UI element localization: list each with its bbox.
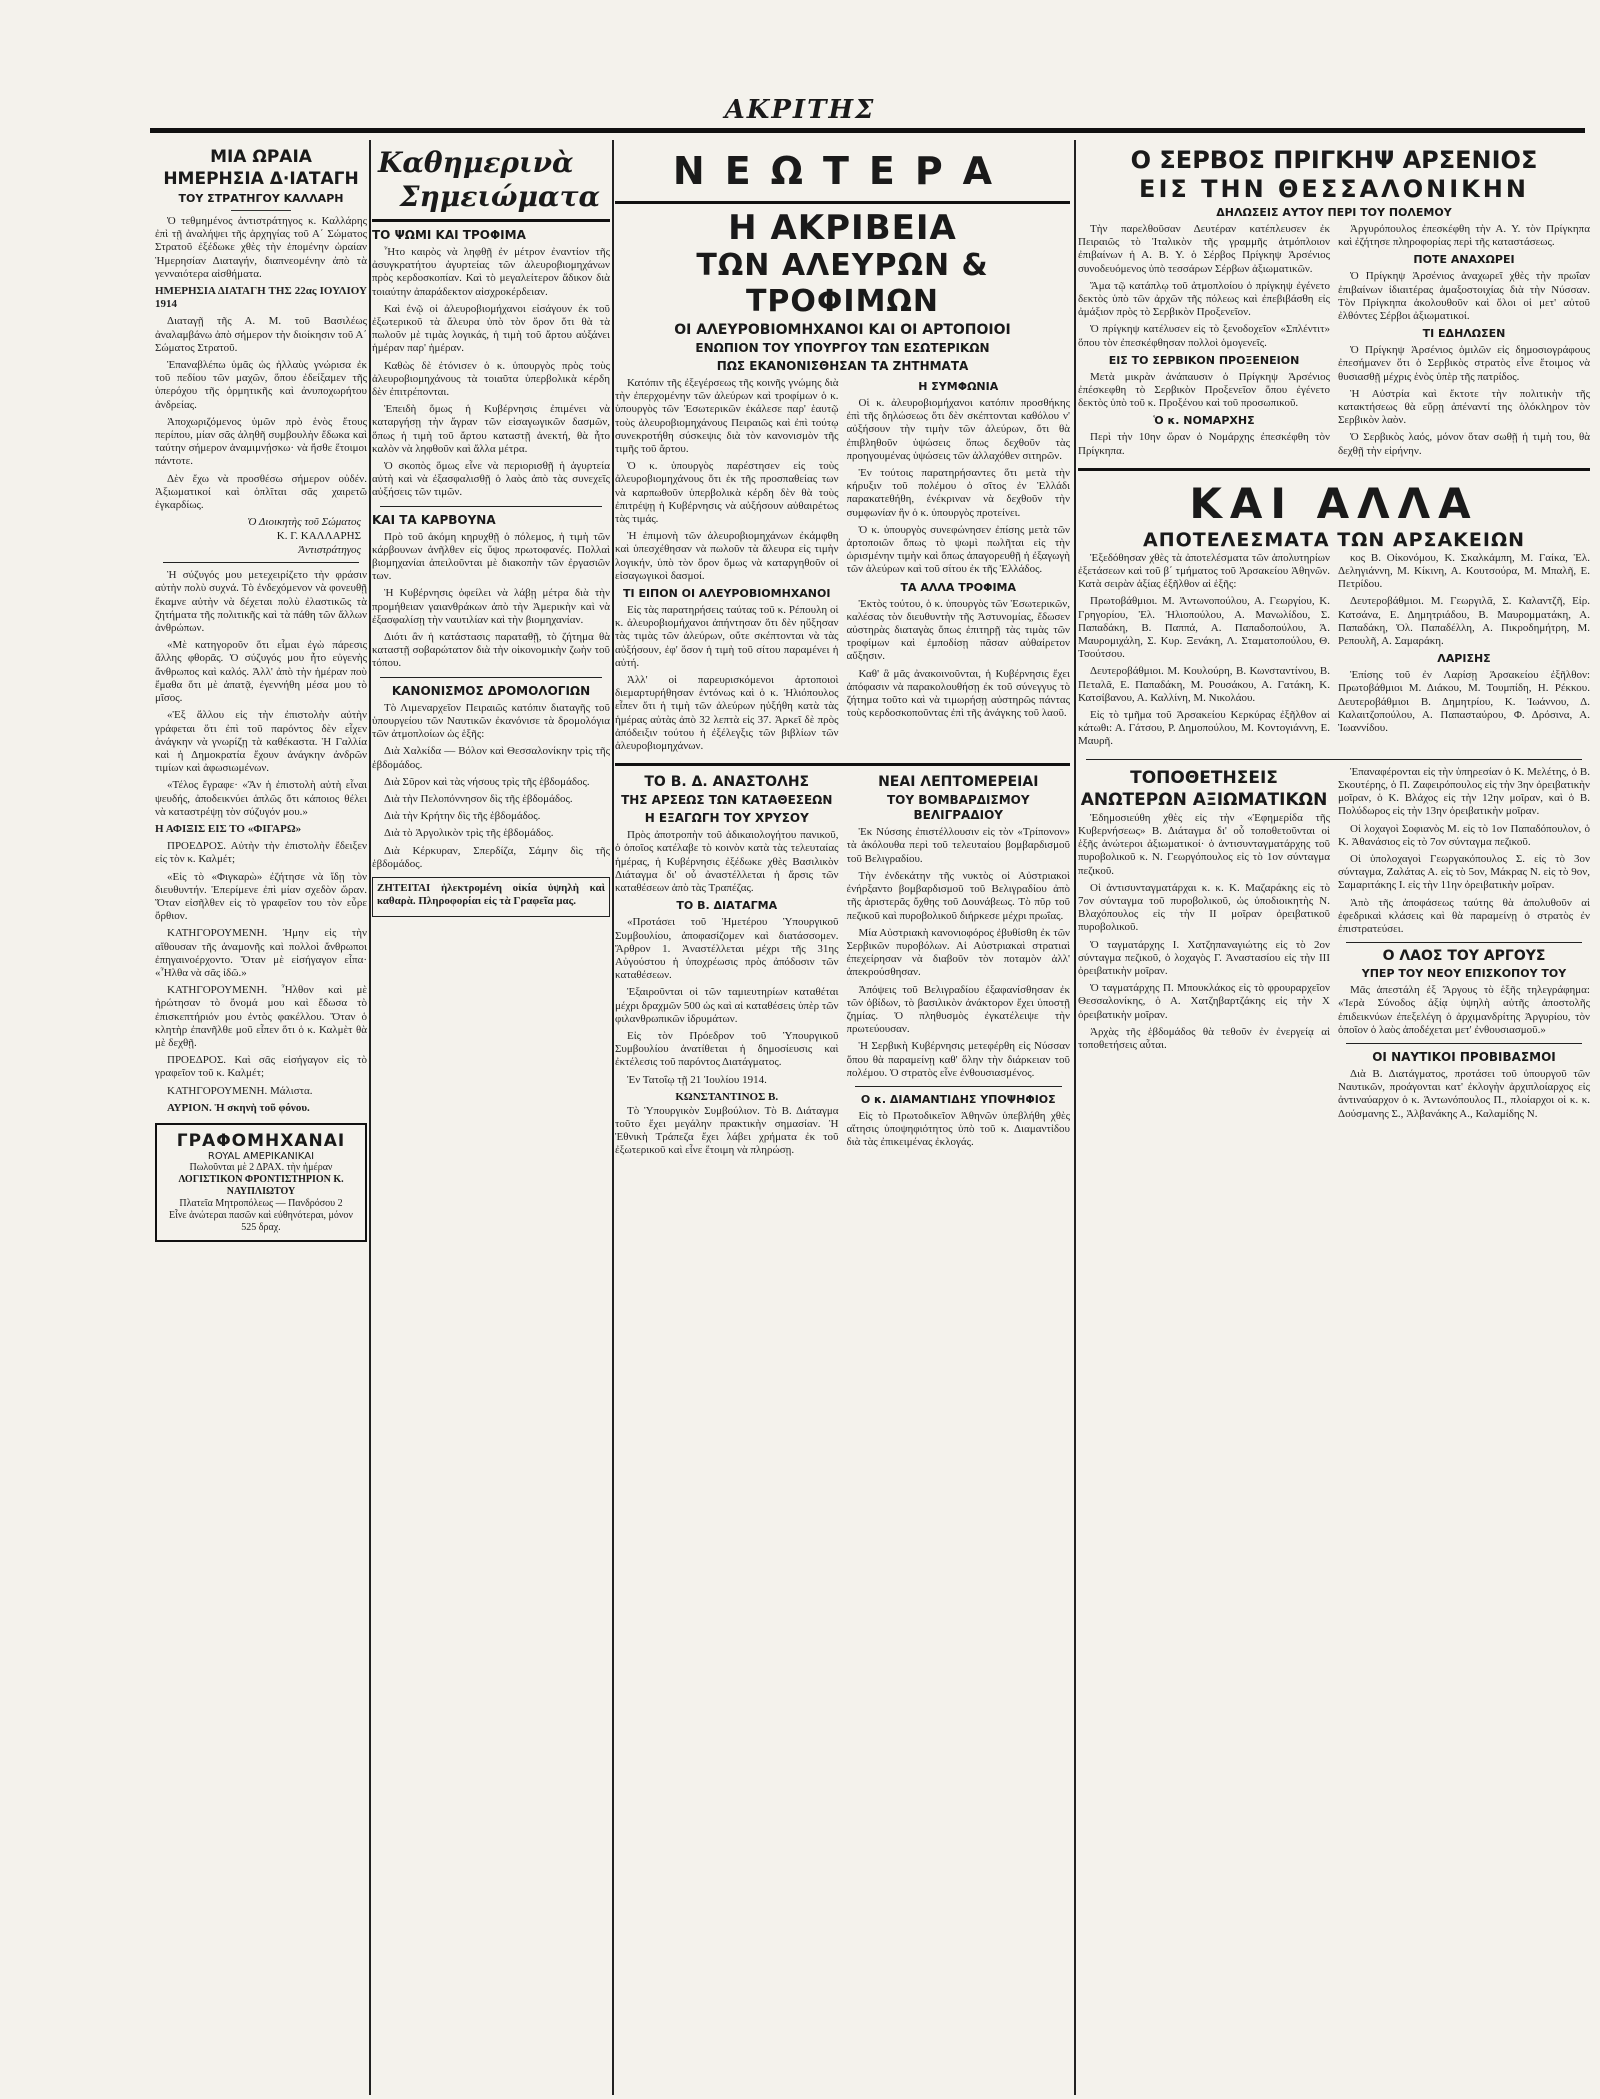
paragraph: Διὰ Χαλκίδα — Βόλον καὶ Θεσσαλονίκην τρὶς τῆς ἑβδομάδος. [372, 745, 610, 771]
paragraph: ΚΑΤΗΓΟΡΟΥΜΕΝΗ. Ἦλθον καὶ μὲ ἠρώτησαν τὸ ὄνομά μου καὶ ἔδωσα τὸ ἐπισκεπτήριόν μου ἐντὸς φακέλλου. Ὅταν ὁ κλητὴρ ἐπανῆλθε μοῦ εἶπεν ὅτι ὁ κ. Καλμὲτ θὰ μὲ δεχθῇ. [155, 984, 367, 1049]
headline: ΑΝΩΤΕΡΩΝ ΑΞΙΩΜΑΤΙΚΩΝ [1080, 789, 1328, 810]
signature: Κ. Γ. ΚΑΛΛΑΡΗΣ [276, 530, 361, 543]
main-headline: Η ΑΚΡΙΒΕΙΑ [728, 208, 957, 248]
paragraph: Ἀποχωριζόμενος ὑμῶν πρὸ ἑνὸς ἔτους περίπου, μίαν σᾶς ἀληθῆ συμβουλὴν ἔδωκα καὶ ταύτην σήμερον ἀναμιμνῄσκω· νὰ ἤσθε ἕτοιμοι πάντοτε. [155, 415, 367, 468]
paragraph: Ἡ σύζυγός μου μετεχειρίζετο τὴν φράσιν αὐτὴν πολὺ συχνά. Τὸ ἐνδεχόμενον νὰ φονευθῇ ἔκαμνε αὐτὴν νὰ δέχεται πολὺ ἐλαστικῶς τὰ ζητήματα τῆς πολιτικῆς καὶ τὰ πάθη τῶν ἄλλων ἀνθρώπων. [155, 569, 367, 635]
paragraph: Ἐδημοσιεύθη χθὲς εἰς τὴν «Ἐφημερίδα τῆς Κυβερνήσεως» Β. Διάταγμα δι' οὗ τοποθετοῦνται οἱ ἑξῆς ἀνώτεροι ἀξιωματικοί· ὁ ἀντισυνταγματάρχης τοῦ πυροβολικοῦ κ. Ν. Γεωργόπουλος εἰς τὸ 1ον σύνταγμα πεζικοῦ. [1078, 811, 1330, 877]
divider [372, 219, 610, 222]
classified-ad [372, 877, 610, 917]
subheadline: ΕΝΩΠΙΟΝ ΤΟΥ ΥΠΟΥΡΓΟΥ ΤΩΝ ΕΣΩΤΕΡΙΚΩΝ [695, 341, 990, 355]
paragraph: Ὁ πρίγκηψ κατέλυσεν εἰς τὸ ξενοδοχεῖον «Σπλέντιτ» ὅπου τὸν ἐπεσκέφθησαν πολλοὶ ὁμογενεῖς. [1078, 323, 1330, 349]
paragraph: Ὁ ταγματάρχης Π. Μπουκλάκος εἰς τὸ φρουραρχεῖον Θεσσαλονίκης, ὁ Α. Χατζηβαρτζάκης εἰς τὴν Χ ὀρειβατικὴν μοῖραν. [1078, 982, 1330, 1021]
paragraph: Οἱ ἀντισυνταγματάρχαι κ. κ. Κ. Μαζαράκης εἰς τὸ 7ον σύνταγμα τοῦ πυροβολικοῦ, ὡς ὑποδιοικητὴς Ν. Βλαχόπουλος εἰς τὴν ΙΙ μοῖραν ὀρειβατικοῦ πυροβολικοῦ. [1078, 881, 1330, 934]
arsakeion-left [1078, 552, 1330, 753]
section-heading: ΠΟΤΕ ΑΝΑΧΩΡΕΙ [1413, 253, 1515, 267]
headline: ΕΙΣ ΤΗΝ ΘΕΣΣΑΛΟΝΙΚΗΝ [1139, 175, 1529, 203]
subheadline: ΚΑΝΟΝΙΣΜΟΣ ΔΡΟΜΟΛΟΓΙΩΝ [391, 683, 591, 698]
section-title: ΚΑΙ ΑΛΛΑ [1189, 478, 1479, 528]
section-heading: Η ΣΥΜΦΩΝΙΑ [918, 380, 999, 393]
paragraph: ΚΑΤΗΓΟΡΟΥΜΕΝΗ. Μάλιστα. [167, 1084, 313, 1097]
subheadline: ΤΟΥ ΣΤΡΑΤΗΓΟΥ ΚΑΛΛΑΡΗ [178, 192, 344, 205]
section-heading: ΛΑΡΙΣΗΣ [1437, 652, 1491, 666]
paragraph: Μᾶς ἀπεστάλη ἐξ Ἄργους τὸ ἑξῆς τηλεγράφημα: «Ἱερὰ Σύνοδος ἀξίᾳ ὑψηλὴ αὐτῆς ἀποστολῆς ἐπιδεικνύων ἐπεξελέγη ὁ ἀρχιμανδρίτης Ἀργυρίου, τὸν ὁποῖον ὁ λαὸς ἀποδέχεται μετ' ἐνθουσιασμοῦ.» [1338, 984, 1590, 1036]
paragraph: Πρὸς ἀποτροπὴν τοῦ ἀδικαιολογήτου πανικοῦ, ὁ ὁποῖος κατέλαβε τὸ κοινὸν κατὰ τὰς τελευταίας ἡμέρας, ἡ Κυβέρνησις ἐξέδωκε χθὲς Βασιλικὸν Διάταγμα δι' οὗ ἀναστέλλεται ἡ ἄρσις τῶν καταθέσεων ἀπὸ τὰς Τραπέζας. [615, 829, 839, 895]
paragraph: Τὸ Λιμεναρχεῖον Πειραιῶς κατόπιν διαταγῆς τοῦ ὑπουργείου τῶν Ναυτικῶν ἐκανόνισε τὰ δρομολόγια τῶν ἀτμοπλοίων ὡς ἑξῆς: [372, 701, 610, 741]
section-heading: ΤΑ ΑΛΛΑ ΤΡΟΦΙΜΑ [900, 580, 1017, 594]
subheadline: ΚΑΙ ΤΑ ΚΑΡΒΟΥΝΑ [372, 512, 496, 527]
paragraph: Δευτεροβάθμιοι. Μ. Κουλούρη, Β. Κωνσταντίνου, Β. Πεταλᾶ, Ε. Παπαδάκη, Μ. Ρουσάκου, Α. Γατάκη, Κ. Κατσίβανου, Α. Καλλίνη, Μ. Νικολάου. [1078, 665, 1330, 704]
headline: ΤΗΣ ΑΡΣΕΩΣ ΤΩΝ ΚΑΤΑΘΕΣΕΩΝ [621, 793, 833, 808]
divider [231, 210, 291, 211]
paragraph: Ὁ ταγματάρχης Ι. Χατζηπαναγιώτης εἰς τὸ 2ον σύνταγμα πεζικοῦ, ὁ λοχαγὸς Γ. Ἀναστασίου εἰς τὴν ΙΙΙ ὀρειβατικὴν μοῖραν. [1078, 938, 1330, 977]
paragraph: Ὁ Πρίγκηψ Ἀρσένιος ἀναχωρεῖ χθὲς τὴν πρωΐαν ἐπιβαίνων ἰδιαιτέρας ἁμαξοστοιχίας διὰ τὴν Νύσσαν. Τὸν Πρίγκηπα ἀκολουθοῦν καὶ ὅλοι οἱ μετ' αὐτοῦ ἐλθόντες Σέρβοι ἀξιωματικοί. [1338, 270, 1590, 323]
masthead [0, 95, 1600, 125]
paragraph: Ὁ Πρίγκηψ Ἀρσένιος ὁμιλῶν εἰς δημοσιογράφους ἐπεσήμανεν ὅτι ὁ Σερβικὸς στρατὸς εἶνε ἕτοιμος νὰ θυσιασθῇ μέχρις ἑνὸς ὑπὲρ τῆς πατρίδος. [1338, 344, 1590, 383]
postings-article [1078, 766, 1590, 1125]
section-heading: ΤΙ ΕΔΗΛΩΣΕΝ [1422, 327, 1506, 341]
masthead-rule [150, 128, 1585, 133]
paragraph: Καθ' ἃ μᾶς ἀνακοινοῦνται, ἡ Κυβέρνησις ἔχει ἀπόφασιν νὰ παρακολουθήσῃ ἐκ τοῦ σύνεγγυς τὸ ζήτημα τοῦτο καὶ νὰ τιμωρήσῃ αὐστηρῶς πάντας τοὺς κερδοσκοποῦντας ἐπὶ τῆς ἀνάγκης τοῦ λαοῦ. [846, 667, 1070, 720]
paragraph: Διὰ Σῦρον καὶ τὰς νήσους τρὶς τῆς ἑβδομάδος. [384, 775, 590, 788]
paragraph: Ἡ Σερβικὴ Κυβέρνησις μετεφέρθη εἰς Νύσσαν ὅπου θὰ παραμείνῃ καθ' ὅλην τὴν διάρκειαν τοῦ πολέμου. Ὁ στρατὸς εἶνε ἐνθουσιασμένος. [846, 1040, 1070, 1079]
column-4 [1078, 145, 1590, 2095]
divider [1086, 759, 1582, 760]
divider [855, 1086, 1063, 1087]
ad-line: Πωλοῦνται μὲ 2 ΔΡΑΧ. τὴν ἡμέραν [189, 1161, 333, 1173]
postings-right [1338, 766, 1590, 1125]
paragraph: Διαταγῇ τῆς Α. Μ. τοῦ Βασιλέως ἀναλαμβάνω ἀπὸ σήμερον τὴν διοίκησιν τοῦ Α΄ Σώματος Στρατοῦ. [155, 315, 367, 354]
paragraph: Ἀπὸ τῆς ἀποφάσεως ταύτης θὰ ἀπολυθοῦν αἱ ἐφεδρικαὶ κλάσεις καὶ θὰ παραμείνῃ ὁ στρατὸς ἐν ἐπιστρατεύσει. [1338, 896, 1590, 935]
paragraph: Εἰς τὸν Πρόεδρον τοῦ Ὑπουργικοῦ Συμβουλίου ἀνατίθεται ἡ δημοσίευσις καὶ ἐκτέλεσις τοῦ παρόντος Διατάγματος. [615, 1029, 839, 1069]
paragraph: Ἐπαναφέρονται εἰς τὴν ὑπηρεσίαν ὁ Κ. Μελέτης, ὁ Β. Σκουτέρης, ὁ Π. Ζαφειρόπουλος εἰς τὴν 3ην ὀρειβατικὴν μοῖραν, ὁ Κ. Βλάχος εἰς τὴν 12ην μοῖραν, καὶ ὁ Β. Πολύδωρος εἰς τὴν 13ην ὀρειβατικὴν μοῖραν. [1338, 765, 1590, 818]
paragraph: Ἀρχὰς τῆς ἑβδομάδος θὰ τεθοῦν ἐν ἐνεργείᾳ αἱ τοποθετήσεις αὗται. [1078, 1025, 1330, 1051]
subheadline: ΔΗΛΩΣΕΙΣ ΑΥΤΟΥ ΠΕΡΙ ΤΟΥ ΠΟΛΕΜΟΥ [1216, 206, 1452, 219]
paragraph: ΠΡΟΕΔΡΟΣ. Αὐτὴν τὴν ἐπιστολὴν ἔδειξεν εἰς τὸν κ. Καλμέτ; [155, 840, 367, 866]
paragraph: Τὴν παρελθοῦσαν Δευτέραν κατέπλευσεν ἐκ Πειραιῶς τὸ Ἰταλικὸν τῆς γραμμῆς ἀτμόπλοιον ἐπιβαίνων ἡ Α. Β. Υ. ὁ Σέρβος Πρίγκηψ Ἀρσένιος συνοδευόμενος ὑπὸ τεσσάρων Σέρβων ἀξιωματικῶν. [1078, 223, 1330, 275]
section-title: Καθημερινὰ [378, 146, 574, 179]
paragraph: Ἐπειδὴ ὅμως ἡ Κυβέρνησις ἐπιμένει νὰ καταργήσῃ τὴν ἄγραν τῶν εἰσαγωγικῶν δασμῶν, ὅπως ἡ τιμὴ τοῦ ἄρτου καταστῇ ἀνεκτή, θὰ ἦτο καλὸν νὰ ληφθοῦν καὶ ἄλλα μέτρα. [372, 403, 610, 455]
section-heading: Η ΑΦΙΞΙΣ ΕΙΣ ΤΟ «ΦΙΓΑΡΩ» [155, 822, 302, 835]
paragraph: «Εἰς τὸ «Φιγκαρὼ» ἐζήτησε νὰ ἴδῃ τὸν διευθυντήν. Ἐπερίμενε ἐπὶ μίαν σχεδὸν ὥραν. Ὅταν εἰσῆλθεν εἰς τὸ γραφεῖον του τὸν εὗρε ὄρθιον. [155, 870, 367, 923]
column-divider [612, 140, 614, 2095]
ad-line: Πλατεῖα Μητροπόλεως — Πανδρόσου 2 [179, 1197, 343, 1209]
paragraph: Διὰ Κέρκυραν, Σπερδίζα, Σάμην δὶς τῆς ἑβδομάδος. [372, 844, 610, 870]
paragraph: Ἦτο καιρὸς νὰ ληφθῇ ἐν μέτρον ἐναντίον τῆς ἀσυγκρατήτου ἀγυρτείας τῶν ἀλευροβιομηχάνων πρὸς κερδοσκοπίαν. Καὶ τὸ μεγαλείτερον ἄδικον διὰ τοιαύτην ἀπαράδεκτον αἰσχροκέρδειαν. [372, 246, 610, 298]
headline: ΝΕΑΙ ΛΕΠΤΟΜΕΡΕΙΑΙ [878, 774, 1039, 791]
paragraph: Τὸ Ὑπουργικὸν Συμβούλιον. Τὸ Β. Διάταγμα τοῦτο ἔχει μεγάλην πρακτικὴν σημασίαν. Ἡ Ἐθνικὴ Τράπεζα ἔχει λάβει χρήματα ἐκ τοῦ ἐξωτερικοῦ καὶ εἶνε ἕτοιμη νὰ πληρώσῃ. [615, 1104, 839, 1157]
paragraph: Ἐν τούτοις παρατηρήσαντες ὅτι μετὰ τὴν κήρυξιν τοῦ πολέμου ὁ σῖτος ἐν Ἑλλάδι παρακατεθήθη, ἐνέκριναν νὰ δεχθοῦν τὴν συμφωνίαν ἣν ὁ κ. ὑπουργὸς προτείνει. [846, 467, 1070, 519]
headline: ΤΟΠΟΘΕΤΗΣΕΙΣ [1130, 767, 1278, 788]
column-1 [155, 145, 367, 2095]
paragraph: Ἀργυρόπουλος ἐπεσκέφθη τὴν Α. Υ. τὸν Πρίγκηπα καὶ ἐζήτησε πληροφορίας περὶ τῆς καταστάσεως. [1338, 223, 1590, 249]
paragraph: Οἱ ὑπολοχαγοὶ Γεωργακόπουλος Σ. εἰς τὸ 3ον σύνταγμα, Ζαλάτας Α. εἰς τὸ 5ον, Μάκρας Ν. εἰς τὸ 9ον, Σαμαριτάκης Ι. εἰς τὴν 11ην ὀρειβατικὴν μοῖραν. [1338, 852, 1590, 892]
headline: ΗΜΕΡΗΣΙΑ Δ·ΙΑΤΑΓΗ [163, 169, 359, 189]
paragraph: Ὁ κ. ὑπουργὸς συνεφώνησεν ἐπίσης μετὰ τῶν ἀρτοποιῶν ὅπως τὸ ψωμὶ πωλῆται εἰς τὴν ὡρισμένην τιμὴν καὶ ὅπως ἀπαγορευθῇ ἡ ἐξαγωγὴ τῶν ἀλεύρων καὶ τοῦ σίτου ἐκ τῆς Ἑλλάδος. [846, 523, 1070, 576]
paragraph: Καὶ ἐνῷ οἱ ἀλευροβιομήχανοι εἰσάγουν ἐκ τοῦ ἐξωτερικοῦ τὰ ἄλευρα ὑπὸ τὸν ὅρον ὅτι θὰ τὰ πωλοῦν μὲ τιμὰς λογικάς, ἡ τιμὴ τοῦ ἄρτου αὐξάνει ἡμέραν παρ' ἡμέραν. [372, 302, 610, 355]
arsakeion-right [1338, 552, 1590, 753]
paragraph: Διὰ τὴν Πελοπόννησον δὶς τῆς ἑβδομάδος. [384, 792, 573, 805]
ad-line: ΛΟΓΙΣΤΙΚΟΝ ΦΡΟΝΤΙΣΤΗΡΙΟΝ Κ. ΝΑΥΠΛΙΩΤΟΥ [178, 1173, 344, 1197]
paragraph: Διὰ Β. Διατάγματος, προτάσει τοῦ ὑπουργοῦ τῶν Ναυτικῶν, προάγονται κατ' ἐκλογὴν ἀρχιπλοίαρχος εἰς ἀντιναύαρχον ὁ κ. Ἀντωνόπουλος Π., πλοίαρχοι οἱ κ. κ. Δούσμανης Σ., Ἀλβανάκης Α., Καλαμίδης Ν. [1338, 1067, 1590, 1120]
masthead-title: ΑΚΡΙΤΗΣ [724, 95, 876, 125]
paragraph: Καθὼς δὲ ἐτόνισεν ὁ κ. ὑπουργὸς πρὸς τοὺς ἀλευροβιομηχάνους τὰ τοιαῦτα ὑπερβολικὰ κέρδη δὲν ἐπιτρέπονται. [372, 359, 610, 399]
signature: Ὁ Διοικητὴς τοῦ Σώματος [247, 516, 361, 529]
paragraph: Διὰ τὴν Κρήτην δὶς τῆς ἑβδομάδος. [384, 810, 541, 823]
paragraph: Ἐξαιροῦνται οἱ τῶν ταμιευτηρίων καταθέται μέχρι δραχμῶν 500 ὡς καὶ αἱ καταθέσεις ὑπὲρ τῶν φιλανθρωπικῶν ἱδρυμάτων. [615, 986, 839, 1025]
paragraph: ΠΡΟΕΔΡΟΣ. Καὶ σᾶς εἰσήγαγον εἰς τὸ γραφεῖον τοῦ κ. Καλμέτ; [155, 1054, 367, 1080]
paragraph: Ἐπίσης τοῦ ἐν Λαρίσῃ Ἀρσακείου ἐξῆλθον: Πρωτοβάθμιοι Μ. Διάκου, Μ. Τουμπίδη, Η. Ρέκκου. Δευτεροβάθμιοι Β. Δημητρίου, Κ. Ἰωάννου, Δ. Καλαιτζοπούλου, Α. Παπασταύρου, Φ. Δρόσινα, Α. Ἰωαννίδου. [1338, 669, 1590, 735]
paragraph: Ἡ Κυβέρνησις ὀφείλει νὰ λάβῃ μέτρα διὰ τὴν προμήθειαν γαιανθράκων ἀπὸ τὴν Ἀμερικὴν καὶ νὰ ἐξασφαλίσῃ τὴν ναυτιλίαν καὶ τὴν βιομηχανίαν. [372, 587, 610, 626]
paragraph: «Τέλος ἔγραφε· «Ἂν ἡ ἐπιστολὴ αὐτὴ εἶναι ψευδής, ἀποδεικνύει ἁπλῶς ὅτι κάποιος θέλει νὰ καταστρέψῃ τὸν σύζυγόν μου.» [155, 779, 367, 818]
divider [163, 562, 359, 563]
prince-right [1338, 223, 1590, 462]
paragraph: Δευτεροβάθμιοι. Μ. Γεωργιλᾶ, Σ. Καλαντζῆ, Εἰρ. Κατσάνα, Ε. Δημητριάδου, Β. Μαυρομματάκη, Α. Παπαδάκη, Ὀλ. Παπαδέλλη, Α. Πικροδημήτρη, Μ. Ρεπουλῆ, Α. Σαμαράκη. [1338, 595, 1590, 648]
ad-subtitle: ROYAL ΑΜΕΡΙΚΑΝΙΚΑΙ [207, 1150, 315, 1162]
ad-title: ΓΡΑΦΟΜΗΧΑΝΑΙ [176, 1130, 346, 1151]
article-decree [615, 772, 839, 1161]
ad-text: ΖΗΤΕΙΤΑΙ ἠλεκτρομένη οἰκία ὑψηλὴ καὶ καθαρὰ. Πληροφορίαι εἰς τὰ Γραφεῖα μας. [377, 881, 605, 908]
section-heading: ΤΙ ΕΙΠΟΝ ΟΙ ΑΛΕΥΡΟΒΙΟΜΗΧΑΝΟΙ [623, 587, 831, 601]
ad-line: Εἶνε ἀνώτεραι πασῶν καὶ εὐθηνότεραι, μόνον 525 δραχ. [169, 1209, 353, 1233]
subheadline: Η ΕΞΑΓΩΓΗ ΤΟΥ ΧΡΥΣΟΥ [644, 811, 809, 826]
signature: Ἀντιστράτηγος [298, 544, 361, 557]
subheadline: ΟΙ ΑΛΕΥΡΟΒΙΟΜΗΧΑΝΟΙ ΚΑΙ ΟΙ ΑΡΤΟΠΟΙΟΙ [674, 322, 1011, 338]
paragraph: Περὶ τὴν 10ην ὥραν ὁ Νομάρχης ἐπεσκέφθη τὸν Πρίγκηπα. [1078, 431, 1330, 457]
paragraph: Εἰς τὸ Πρωτοδικεῖον Ἀθηνῶν ὑπεβλήθη χθὲς αἴτησις ὑποψηφιότητος ὑπὸ τοῦ κ. Διαμαντίδου διὰ τὰς ἐπικειμένας ἐκλογάς. [846, 1109, 1070, 1149]
paragraph: Διὰ τὸ Ἀργολικὸν τρὶς τῆς ἑβδομάδος. [384, 827, 554, 840]
headline: ΟΙ ΝΑΥΤΙΚΟΙ ΠΡΟΒΙΒΑΣΜΟΙ [1372, 1049, 1556, 1064]
divider [615, 763, 1070, 766]
divider [1346, 942, 1582, 943]
paragraph: Ἀλλ' οἱ παρευρισκόμενοι ἀρτοποιοὶ διεμαρτυρήθησαν ἐντόνως καὶ ὁ κ. Ἠλιόπουλος εἶπεν ὅτι ἡ τιμὴ τῶν ἀλεύρων ηὐξήθη κατὰ τὰς ἡμέρας αὐτὰς ἀπὸ 32 λεπτὰ εἰς 37. Ἀρκεῖ δὲ πρὸς ἀπόδειξιν τούτου ἡ ἐξέλεγξις τῶν βιβλίων τῶν ἀλευροβιομηχάνων. [615, 674, 839, 753]
subheadline: ΥΠΕΡ ΤΟΥ ΝΕΟΥ ΕΠΙΣΚΟΠΟΥ ΤΟΥ [1361, 967, 1567, 981]
paragraph: Τὴν ἐνδεκάτην τῆς νυκτὸς οἱ Αὐστριακοὶ ἐνήρξαντο βομβαρδισμοῦ τοῦ Βελιγραδίου ἀπὸ τῆς ἀριστερᾶς ὄχθης τοῦ Δουνάβεως. Τὸ πῦρ τοῦ πεζικοῦ καὶ πυροβολικοῦ διήρκεσε μέχρι πρωΐας. [846, 869, 1070, 922]
arsakeion-article [1078, 552, 1590, 753]
advertisement [155, 1123, 367, 1242]
section-heading: ΕΙΣ ΤΟ ΣΕΡΒΙΚΟΝ ΠΡΟΞΕΝΕΙΟΝ [1108, 353, 1300, 367]
article-columns [615, 377, 1070, 757]
prince-left [1078, 223, 1330, 462]
paragraph: Μία Αὐστριακὴ κανονιοφόρος ἐβυθίσθη ἐκ τῶν Σερβικῶν πυροβόλων. Αἱ Αὐστριακαὶ στρατιαὶ ἐπεχείρησαν νὰ διαβοῦν τὸν ποταμὸν ἀλλ' ἀπεκρούσθησαν. [846, 926, 1070, 979]
article-belgrade [847, 772, 1071, 1161]
headline: ΤΟΥ ΒΟΜΒΑΡΔΙΣΜΟΥ ΒΕΛΙΓΡΑΔΙΟΥ [886, 793, 1030, 823]
divider [380, 677, 602, 678]
paragraph: ΚΑΤΗΓΟΡΟΥΜΕΝΗ. Ἠμην εἰς τὴν αἴθουσαν τῆς ἀναμονῆς καὶ πολλοὶ ἄνθρωποι ἐπηγαινοέρχοντο. Ὅταν μὲ εἰσήγαγον εἶπα· «Ἦλθα νὰ σᾶς ἰδῶ.» [155, 927, 367, 979]
order-heading: ΗΜΕΡΗΣΙΑ ΔΙΑΤΑΓΗ ΤΗΣ 22ας ΙΟΥΛΙΟΥ 1914 [155, 285, 367, 311]
column-3 [615, 145, 1070, 2095]
paragraph: Οἱ λοχαγοὶ Σοφιανὸς Μ. εἰς τὸ 1ον Παπαδόπουλον, ὁ Κ. Ἀθανάσιος εἰς τὸ 7ον σύνταγμα πεζικοῦ. [1338, 822, 1590, 848]
section-heading: Ὁ κ. ΝΟΜΑΡΧΗΣ [1153, 414, 1255, 428]
paragraph: Κατόπιν τῆς ἐξεγέρσεως τῆς κοινῆς γνώμης διὰ τὴν ἐπερχομένην τῶν ἀλεύρων καὶ τροφίμων ὁ κ. ὑπουργὸς τῶν Ἐσωτερικῶν ἐκάλεσε παρ' ἑαυτῷ τοὺς ἀλευροβιομηχάνους Πειραιῶς καὶ ἐπὶ τούτῳ συνεκροτήθη σύσκεψις διὰ τὸν κανονισμὸν τῆς τιμῆς τοῦ ἄρτου. [615, 377, 839, 456]
section-heading: ΤΟ Β. ΔΙΑΤΑΓΜΑ [676, 899, 778, 913]
paragraph: Διότι ἂν ἡ κατάστασις παραταθῇ, τὸ ζήτημα θὰ καταστῇ σοβαρώτατον διὰ τὴν οἰκονομικὴν ζωὴν τοῦ τόπου. [372, 631, 610, 670]
section-kicker: ΝΕΩΤΕΡΑ [615, 145, 1070, 204]
paragraph: Πρὸ τοῦ ἀκόμη κηρυχθῇ ὁ πόλεμος, ἡ τιμὴ τῶν κάρβουνων ἀνῆλθεν εἰς ὕψος πρωτοφανές. Πολλαὶ βιομηχανίαι ἀπειλοῦνται μὲ διακοπὴν τῶν ἐργασιῶν των. [372, 530, 610, 583]
paragraph: Ἀπόψεις τοῦ Βελιγραδίου ἐξαφανίσθησαν ἐκ τῶν ὀβίδων, τὸ βασιλικὸν ἀνάκτορον ἔχει ὑποστῇ ζημίας. Ὁ πληθυσμὸς ἐγκατέλειψε τὴν πρωτεύουσαν. [846, 983, 1070, 1036]
paragraph: Πρωτοβάθμιοι. Μ. Ἀντωνοπούλου, Α. Γεωργίου, Κ. Γρηγορίου, Ἐλ. Ἠλιοπούλου, Α. Μανωλίδου, Σ. Παπαδάκη, Β. Παππά, Α. Παπαδοπούλου, Ἀ. Μαυρομιχάλη, Σ. Κυρ. Ξενάκη, Λ. Σταματοπούλου, Θ. Τσούτσου. [1078, 595, 1330, 661]
paragraph: Ἅμα τῷ κατάπλῳ τοῦ ἀτμοπλοίου ὁ πρίγκηψ ἐγένετο δεκτὸς ὑπὸ τῶν ἀρχῶν τῆς πόλεως καὶ ἐπεβιβάσθη εἰς ἀμάξιον πρὸς τὸ Σερβικὸν Προξενεῖον. [1078, 279, 1330, 319]
paragraph: ΑΥΡΙΟΝ. Ἡ σκηνὴ τοῦ φόνου. [167, 1101, 310, 1114]
paragraph: κος Β. Οἰκονόμου, Κ. Σκαλκάμπη, Μ. Γαίκα, Ἑλ. Δεληγιάννη, Μ. Κίκινη, Α. Κουτσούρα, Μ. Μπαλῆ, Ε. Πετρίδου. [1338, 551, 1590, 591]
subheadline: ΠΩΣ ΕΚΑΝΟΝΙΣΘΗΣΑΝ ΤΑ ΖΗΤΗΜΑΤΑ [716, 359, 969, 373]
paragraph: Οἱ κ. ἀλευροβιομήχανοι κατόπιν προσθήκης ἐπὶ τῆς δηλώσεως ὅτι δὲν σκέπτονται καθόλου ν' αὐξήσουν τὴν τιμὴν τῶν ἀλεύρων, ὅτι θὰ ἐπιβληθοῦν ὑψώσεις ὅπως δεχθοῦν τὰς προηγουμένας ὑψώσεις τῶν ἀλλαχόθεν σιτηρῶν. [846, 397, 1070, 462]
headline: ΤΟ Β. Δ. ΑΝΑΣΤΟΛΗΣ [644, 774, 810, 791]
headline: Ο ΛΑΟΣ ΤΟΥ ΑΡΓΟΥΣ [1382, 948, 1546, 965]
lower-articles [615, 772, 1070, 1161]
subheadline: ΤΟ ΨΩΜΙ ΚΑΙ ΤΡΟΦΙΜΑ [372, 228, 526, 242]
paragraph: Ὁ κ. ὑπουργὸς παρέστησεν εἰς τοὺς ἀλευροβιομηχάνους ὅτι ἐκ τῆς προσπαθείας των νὰ καρπωθοῦν ὑπερβολικὰ κέρδη δὲν θὰ τοὺς ἐπιτρέψῃ ἡ Κυβέρνησις νὰ αὐξήσουν αὐθαιρέτως τὰς τιμάς. [615, 460, 839, 526]
section-title: Σημειώματα [399, 180, 600, 213]
paragraph: Ὁ Σερβικὸς λαός, μόνον ὅταν σωθῇ ἡ τιμὴ του, θὰ δεχθῇ τὴν εἰρήνην. [1338, 431, 1590, 457]
postings-left [1078, 766, 1330, 1125]
article-right [847, 377, 1071, 757]
paragraph: Μετὰ μικρὰν ἀνάπαυσιν ὁ Πρίγκηψ Ἀρσένιος ἐπέσκεφθη τὸ Σερβικὸν Προξενεῖον ὅπου ἐγένετο δεκτὸς ὑπὸ τοῦ κ. Προξένου καὶ τοῦ προσωπικοῦ. [1078, 370, 1330, 410]
paragraph: Ἡ ἐπιμονὴ τῶν ἀλευροβιομηχάνων ἐκάμφθη καὶ ὑπεσχέθησαν νὰ πωλοῦν τὰ ἄλευρα εἰς τιμὴν λογικήν, ὑπὸ τὸν ὅρον ὅμως νὰ καταργηθοῦν οἱ εἰσαγωγικοὶ δασμοί. [615, 530, 839, 582]
prince-article [1078, 223, 1590, 462]
divider [1078, 468, 1590, 471]
paragraph: Ἐπαναβλέπω ὑμᾶς ὡς ἠλλαὺς γνώρισα ἐκ τοῦ πεδίου τῶν μαχῶν, ὅπου ἐδείξαμεν τῆς ὑπερόχου τῆς ὁρμητικῆς καὶ ἀνυποχωρήτου ἀνδρείας. [155, 359, 367, 411]
column-divider [1074, 140, 1076, 2095]
paragraph: Εἰς τὸ τμῆμα τοῦ Ἀρσακείου Κερκύρας ἐξῆλθον αἱ κάτωθι: Α. Γάτσου, Ρ. Δημοπούλου, Μ. Κοντογιάννη, Ε. Μαυρῆ. [1078, 709, 1330, 748]
paragraph: «Ἐξ ἄλλου εἰς τὴν ἐπιστολὴν αὐτὴν γράφεται ὅτι ἐπὶ τοῦ παρόντος δὲν εἶχεν ἀνάγκην νὰ γνωρίζῃ τὰ καθέκαστα. Ἡ Γαλλία καὶ ἡ Δημοκρατία ἔχουν ἀνάγκην ἀνδρῶν τιμίων καὶ ἀφωσιωμένων. [155, 709, 367, 775]
headline: ΑΠΟΤΕΛΕΣΜΑΤΑ ΤΩΝ ΑΡΣΑΚΕΙΩΝ [1142, 528, 1526, 551]
column-2 [372, 145, 610, 2095]
paragraph: Δὲν ἔχω νὰ προσθέσω σήμερον οὐδέν. Ἀξιωματικοί καὶ ὁπλῖται σᾶς χαιρετῶ ἐγκαρδίως. [155, 472, 367, 512]
paragraph: Ἡ Αὐστρία καὶ ἔκτοτε τὴν πολιτικὴν τῆς κατακτήσεως θὰ εὕρῃ ἀπέναντί της ὁλόκληρον τὸν Σερβικὸν λαὸν. [1338, 387, 1590, 427]
paragraph: Ἐν Τατοΐῳ τῇ 21 Ἰουλίου 1914. [627, 1073, 767, 1086]
headline: ΜΙΑ ΩΡΑΙΑ [210, 147, 312, 167]
headline: Ο κ. ΔΙΑΜΑΝΤΙΔΗΣ ΥΠΟΨΗΦΙΟΣ [860, 1092, 1056, 1106]
paragraph: «Προτάσει τοῦ Ἡμετέρου Ὑπουργικοῦ Συμβουλίου, ἀποφασίζομεν καὶ διατάσσομεν. Ἄρθρον 1. Ἀναστέλλεται μέχρι τῆς 31ης Αὐγούστου ἡ ὑποχρέωσις πρὸς ἀπόδοσιν τῶν καταθέσεων. [615, 916, 839, 982]
signature: ΚΩΝΣΤΑΝΤΙΝΟΣ Β. [675, 1090, 779, 1103]
headline: Ο ΣΕΡΒΟΣ ΠΡΙΓΚΗΨ ΑΡΣΕΝΙΟΣ [1130, 146, 1538, 174]
paragraph: Ὁ τεθμημένος ἀντιστράτηγος κ. Καλλάρης ἐπὶ τῇ ἀναλήψει τῆς ἀρχηγίας τοῦ Α΄ Σώματος Στρατοῦ ἐξέδωκε χθὲς τὴν ἑπομένην ὡραίαν Ἡμερησίαν Διαταγήν, διαπνεομένην ἀπὸ τὰ γενναιότερα αἰσθήματα. [155, 215, 367, 280]
paragraph: Ἐκ Νύσσης ἐπιστέλλουσιν εἰς τὸν «Τρίπονον» τὰ ἀκόλουθα περὶ τοῦ τελευταίου βομβαρδισμοῦ τοῦ Βελιγραδίου. [846, 826, 1070, 865]
article-left [615, 377, 839, 757]
divider [380, 506, 602, 507]
paragraph: «Μὲ κατηγοροῦν ὅτι εἶμαι ἐγὼ πάρεσις ἄλλης φθορᾶς. Ὁ σύζυγός μου ἦτο εὐγενὴς ἄνθρωπος καὶ καλός. Ἀλλ' ἀπὸ τὴν ἡμέραν ποὺ ἔμαθα ὅτι μὲ ἀπατᾷ, ἐγεννήθη μέσα μου τὸ μῖσος. [155, 639, 367, 705]
paragraph: Ἐκτὸς τούτου, ὁ κ. ὑπουργὸς τῶν Ἐσωτερικῶν, καλέσας τὸν διευθυντὴν τῆς Ἀστυνομίας, ἔδωσεν αὐστηρὰς διαταγὰς ὅπως ἐπιτηρῇ τὰς τιμὰς τῶν τροφίμων καὶ ἐμποδίσῃ πᾶσαν αὐθαίρετον αὔξησιν. [846, 597, 1070, 663]
paragraph: Εἰς τὰς παρατηρήσεις ταύτας τοῦ κ. Ρέπουλη οἱ κ. ἀλευροβιομήχανοι ἀπήντησαν ὅτι δὲν ηὔξησαν τὰς τιμὰς τῶν ἀλεύρων, οὔτε σκέπτονται νὰ τὰς αὐξήσουν, ἐφ' ὅσον ἡ τιμὴ τοῦ σίτου παραμένει ἡ αὐτή. [615, 604, 839, 669]
main-headline: ΤΩΝ ΑΛΕΥΡΩΝ & ΤΡΟΦΙΜΩΝ [696, 248, 989, 319]
divider [1346, 1043, 1582, 1044]
paragraph: Ὁ σκοπὸς ὅμως εἶνε νὰ περιορισθῇ ἡ ἀγυρτεία αὐτὴ καὶ νὰ ἐξασφαλισθῇ ὁ λαὸς ἀπὸ τὰς συνεχεῖς αὐξήσεις τῶν τιμῶν. [372, 460, 610, 499]
paragraph: Ἐξεδόθησαν χθὲς τὰ ἀποτελέσματα τῶν ἀπολυτηρίων ἐξετάσεων καὶ τοῦ β΄ τμήματος τοῦ Ἀρσακείου Ἀθηνῶν. Κατὰ σειρὰν ἀξίας ἐξῆλθον αἱ ἑξῆς: [1078, 551, 1330, 591]
column-divider [369, 140, 371, 2095]
